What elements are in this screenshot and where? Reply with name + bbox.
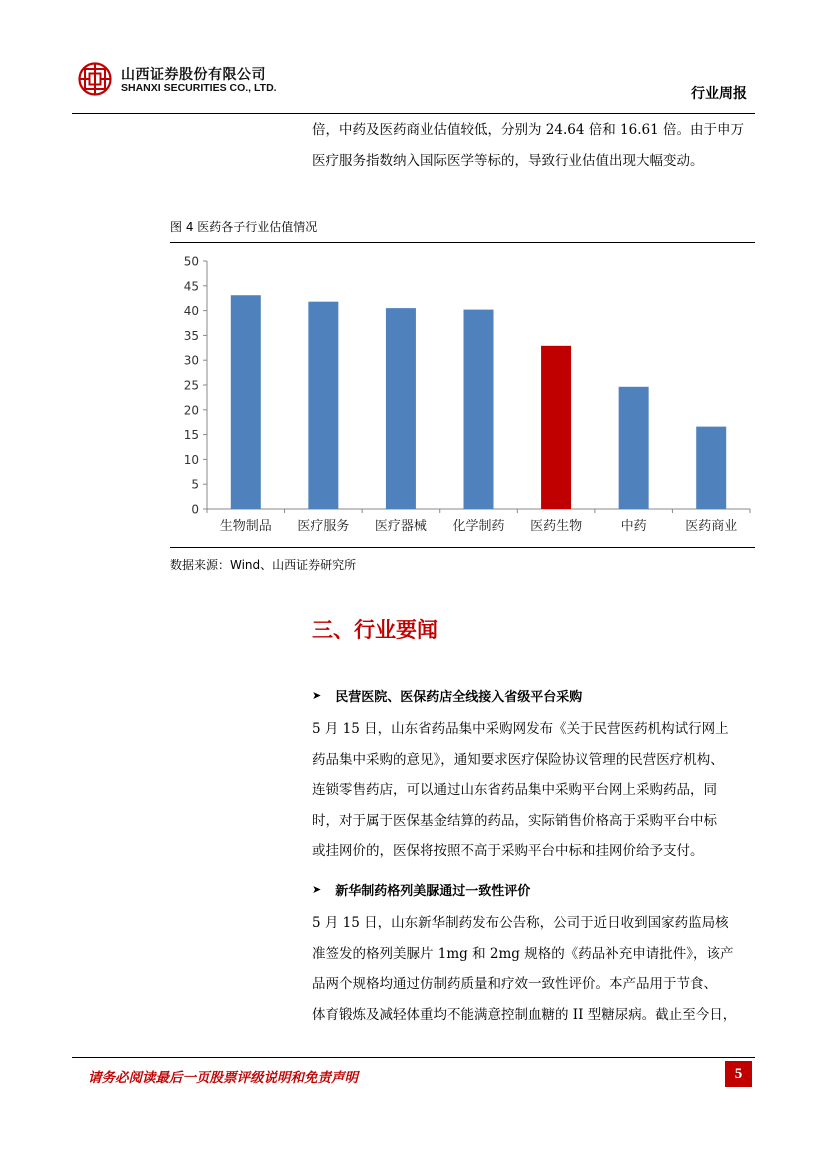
arrow-bullet-icon: ➤	[312, 883, 322, 896]
arrow-bullet-icon: ➤	[312, 689, 322, 702]
company-name-en: SHANXI SECURITIES CO., LTD.	[121, 82, 277, 94]
y-tick-label: 10	[183, 452, 199, 467]
report-type-label: 行业周报	[691, 86, 747, 102]
text-line: 体育锻炼及减轻体重均不能满意控制血糖的 II 型糖尿病。截止至今日，	[312, 1006, 737, 1023]
bar-1	[231, 295, 261, 509]
footer-divider	[72, 1057, 755, 1058]
y-tick-label: 20	[183, 403, 199, 418]
news-title-text: 民营医院、医保药店全线接入省级平台采购	[335, 690, 583, 705]
text-line: 品两个规格均通过仿制药质量和疗效一致性评价。本产品用于节食、	[312, 976, 717, 992]
news-body	[312, 714, 755, 867]
y-tick-label: 35	[183, 328, 199, 343]
text-line: 5 月 15 日，山东新华制药发布公告称，公司于近日收到国家药监局核	[312, 915, 729, 931]
y-tick-label: 25	[183, 378, 199, 393]
figure-title: 图 4 医药各子行业估值情况	[170, 220, 318, 234]
news-title	[312, 880, 530, 899]
x-tick-label: 生物制品	[219, 519, 272, 534]
bar-chart	[170, 250, 755, 545]
figure-source: 数据来源：Wind、山西证券研究所	[170, 558, 357, 572]
bar-2	[308, 302, 338, 509]
y-tick-label: 50	[183, 254, 199, 269]
bar-4	[464, 310, 494, 509]
header-divider	[72, 113, 755, 114]
text-line: 或挂网价的，医保将按照不高于采购平台中标和挂网价给予支付。	[312, 843, 704, 859]
text-line: 时，对于属于医保基金结算的药品，实际销售价格高于采购平台中标	[312, 812, 717, 829]
y-tick-label: 30	[183, 353, 199, 368]
section-heading: 三、行业要闻	[312, 618, 438, 642]
news-body	[312, 908, 755, 1030]
text-line: 医疗服务指数纳入国际医学等标的，导致行业估值出现大幅变动。	[312, 152, 704, 169]
bar-6	[619, 387, 649, 509]
text-line: 倍，中药及医药商业估值较低，分别为 24.64 倍和 16.61 倍。由于申万	[312, 122, 744, 138]
intro-paragraph	[312, 115, 755, 176]
text-line: 药品集中采购的意见》，通知要求医疗保险协议管理的民营医疗机构、	[312, 751, 724, 768]
page-number: 5	[725, 1061, 752, 1087]
x-tick-label: 医疗器械	[374, 519, 427, 534]
x-tick-label: 中药	[620, 519, 647, 534]
y-tick-label: 45	[183, 279, 199, 294]
disclaimer-text: 请务必阅读最后一页股票评级说明和免责声明	[88, 1070, 358, 1086]
news-title	[312, 686, 582, 705]
y-tick-label: 0	[191, 502, 199, 517]
text-line: 准签发的格列美脲片 1mg 和 2mg 规格的《药品补充申请批件》，该产	[312, 945, 734, 962]
text-line: 5 月 15 日，山东省药品集中采购网发布《关于民营医药机构试行网上	[312, 721, 729, 737]
bar-3	[386, 308, 416, 509]
shanxi-securities-logo-icon	[78, 62, 112, 96]
y-tick-label: 15	[183, 428, 199, 443]
news-title-text: 新华制药格列美脲通过一致性评价	[335, 884, 531, 899]
x-tick-label: 医药商业	[685, 519, 738, 534]
figure-top-divider	[170, 242, 755, 243]
company-name-cn: 山西证券股份有限公司	[121, 67, 266, 83]
x-tick-label: 化学制药	[452, 519, 505, 534]
bar-5	[541, 346, 571, 509]
figure-bottom-divider	[170, 547, 755, 548]
y-tick-label: 40	[183, 304, 199, 319]
x-tick-label: 医疗服务	[297, 519, 350, 534]
y-tick-label: 5	[191, 477, 199, 492]
bar-7	[696, 427, 726, 509]
text-line: 连锁零售药店，可以通过山东省药品集中采购平台网上采购药品，同	[312, 782, 717, 798]
x-tick-label: 医药生物	[530, 519, 583, 534]
